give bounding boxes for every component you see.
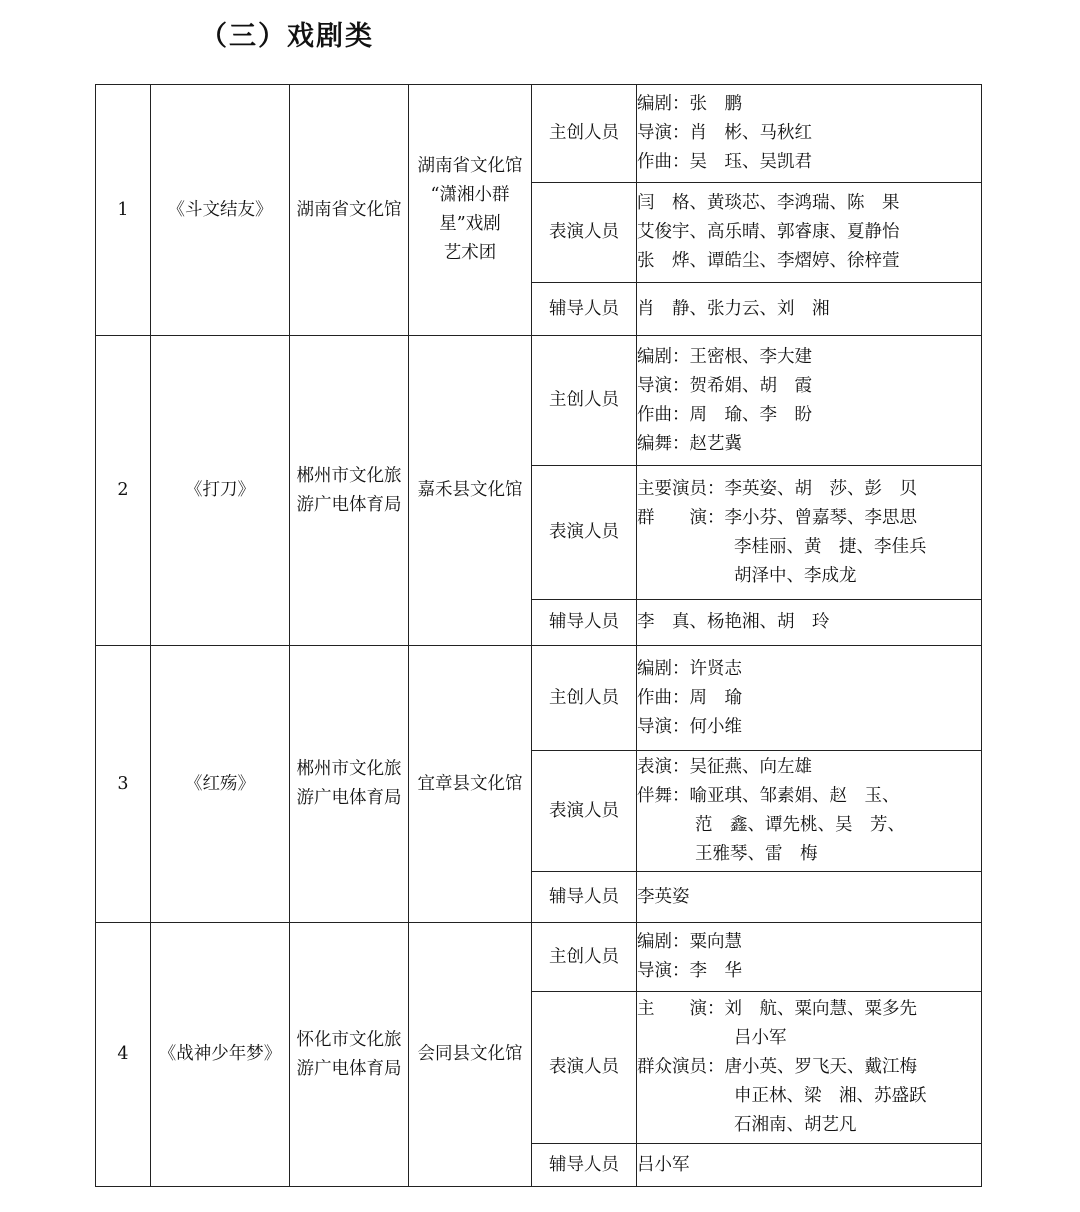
role-label: 表演人员 — [532, 183, 637, 283]
coaches: 肖 静、张力云、刘 湘 — [637, 283, 982, 336]
role-label: 表演人员 — [532, 466, 637, 600]
role-label: 主创人员 — [532, 646, 637, 751]
role-label: 辅导人员 — [532, 600, 637, 646]
performing-team: 嘉禾县文化馆 — [409, 336, 532, 646]
work-title: 《斗文结友》 — [151, 85, 290, 336]
coaches: 吕小军 — [637, 1144, 982, 1187]
performers: 主 演：刘 航、粟向慧、粟多先 吕小军 群众演员：唐小英、罗飞天、戴江梅 申正林、梁 湘、苏盛跃 石湘南、胡艺凡 — [637, 992, 982, 1144]
coaches: 李英姿 — [637, 872, 982, 923]
role-label: 主创人员 — [532, 85, 637, 183]
drama-table — [95, 84, 982, 1187]
role-label: 主创人员 — [532, 923, 637, 992]
role-label: 辅导人员 — [532, 283, 637, 336]
creative-staff: 编剧：张 鹏 导演：肖 彬、马秋红 作曲：吴 珏、吴凯君 — [637, 85, 982, 183]
recommending-unit: 湖南省文化馆 — [290, 85, 409, 336]
creative-staff: 编剧：许贤志 作曲：周 瑜 导演：何小维 — [637, 646, 982, 751]
work-title: 《红殇》 — [151, 646, 290, 923]
creative-staff: 编剧：王密根、李大建 导演：贺希娟、胡 霞 作曲：周 瑜、李 盼 编舞：赵艺冀 — [637, 336, 982, 466]
recommending-unit: 郴州市文化旅 游广电体育局 — [290, 336, 409, 646]
performers: 主要演员：李英姿、胡 莎、彭 贝 群 演：李小芬、曾嘉琴、李思思 李桂丽、黄 捷、李佳兵 胡泽中、李成龙 — [637, 466, 982, 600]
entry-number: 1 — [96, 85, 151, 336]
table-row — [96, 85, 982, 183]
recommending-unit: 郴州市文化旅 游广电体育局 — [290, 646, 409, 923]
performing-team: 宜章县文化馆 — [409, 646, 532, 923]
entry-number: 2 — [96, 336, 151, 646]
creative-staff: 编剧：粟向慧 导演：李 华 — [637, 923, 982, 992]
coaches: 李 真、杨艳湘、胡 玲 — [637, 600, 982, 646]
section-title: （三）戏剧类 — [200, 21, 374, 52]
role-label: 表演人员 — [532, 751, 637, 872]
table-row — [96, 646, 982, 751]
role-label: 主创人员 — [532, 336, 637, 466]
performers: 闫 格、黄琰芯、李鸿瑞、陈 果 艾俊宇、高乐晴、郭睿康、夏静怡 张 烨、谭皓尘、李熠婷、徐梓萱 — [637, 183, 982, 283]
table-row — [96, 923, 982, 992]
role-label: 辅导人员 — [532, 1144, 637, 1187]
recommending-unit: 怀化市文化旅 游广电体育局 — [290, 923, 409, 1187]
performers: 表演：吴征燕、向左雄 伴舞：喻亚琪、邹素娟、赵 玉、 范 鑫、谭先桃、吴 芳、 王雅琴、雷 梅 — [637, 751, 982, 872]
role-label: 辅导人员 — [532, 872, 637, 923]
work-title: 《打刀》 — [151, 336, 290, 646]
work-title: 《战神少年梦》 — [151, 923, 290, 1187]
entry-number: 4 — [96, 923, 151, 1187]
performing-team: 湖南省文化馆 “潇湘小群 星”戏剧 艺术团 — [409, 85, 532, 336]
table-row — [96, 336, 982, 466]
entry-number: 3 — [96, 646, 151, 923]
role-label: 表演人员 — [532, 992, 637, 1144]
performing-team: 会同县文化馆 — [409, 923, 532, 1187]
